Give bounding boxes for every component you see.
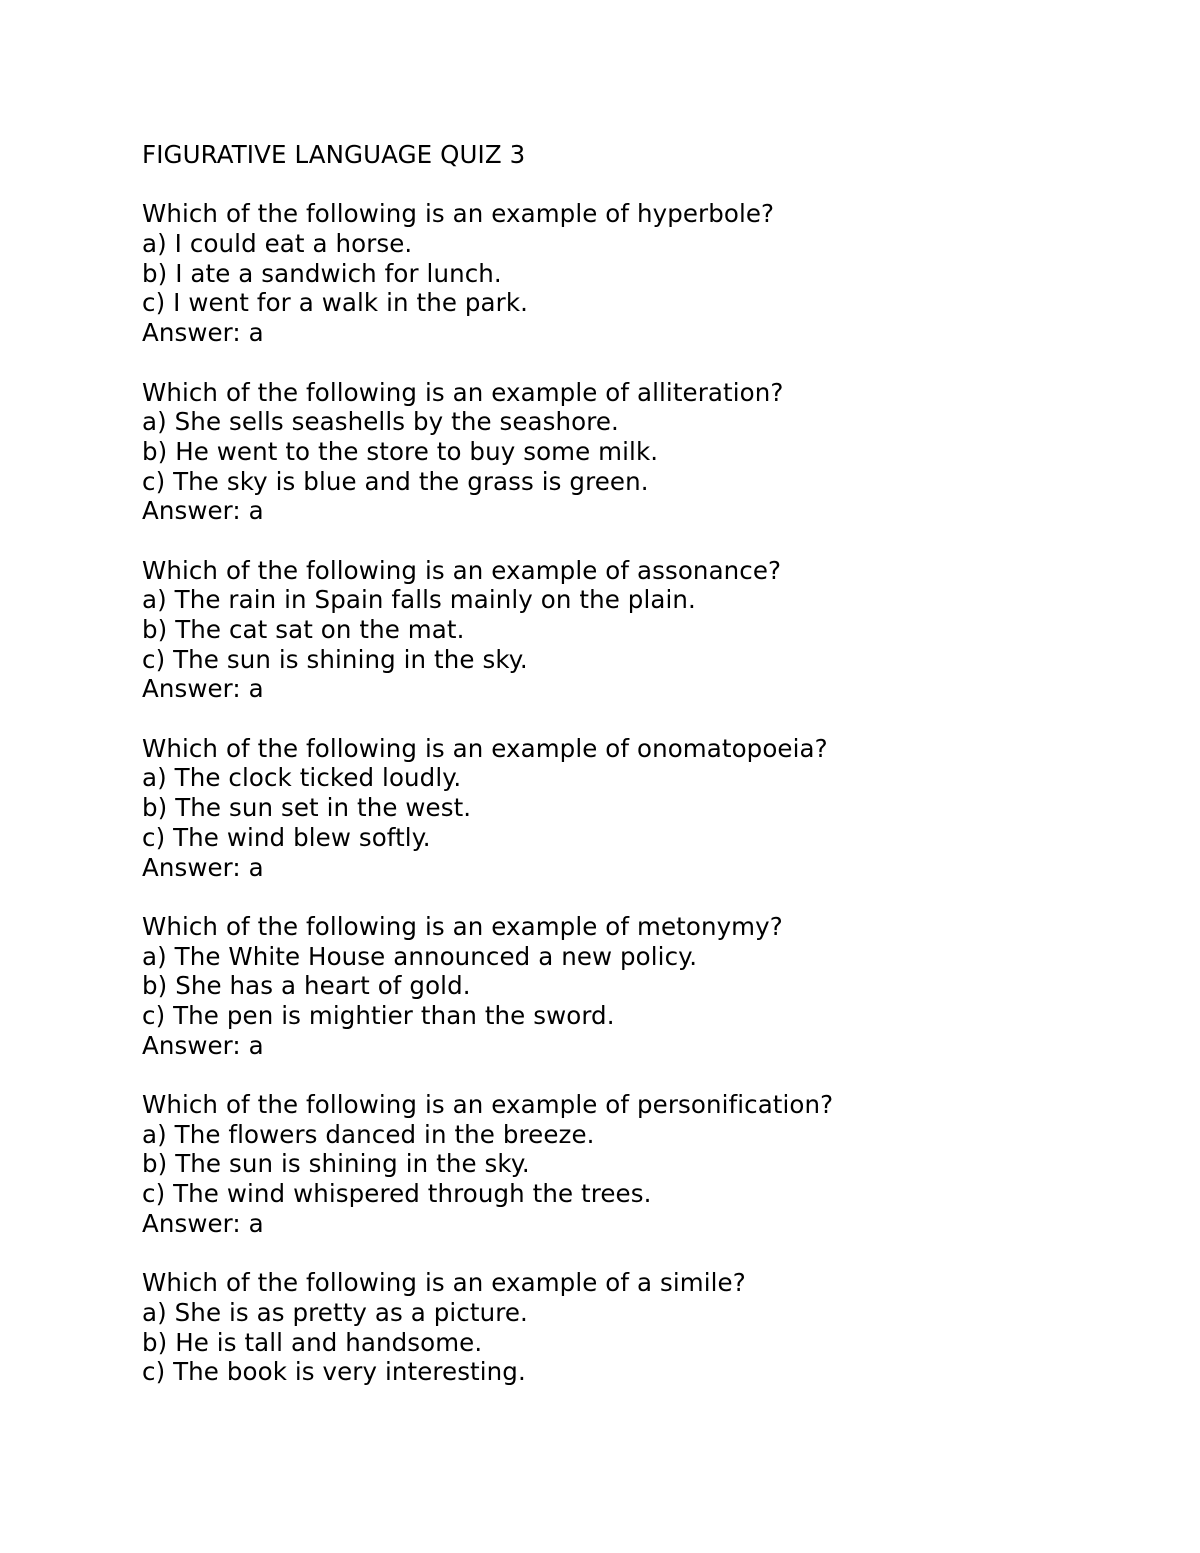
answer-option: b) He is tall and handsome. xyxy=(142,1327,483,1357)
answer-option: c) I went for a walk in the park. xyxy=(142,288,529,318)
answer-option: a) I could eat a horse. xyxy=(142,229,413,259)
question-prompt: Which of the following is an example of a simile? xyxy=(142,1268,746,1298)
question-block xyxy=(142,734,1122,882)
answer-option: a) The rain in Spain falls mainly on the plain. xyxy=(142,585,696,615)
answer-option: b) The sun is shining in the sky. xyxy=(142,1149,530,1179)
answer-option: c) The wind blew softly. xyxy=(142,822,431,852)
question-block xyxy=(142,199,1122,347)
quiz-title: FIGURATIVE LANGUAGE QUIZ 3 xyxy=(142,140,526,169)
answer-key: Answer: a xyxy=(142,674,264,704)
answer-option: c) The wind whispered through the trees. xyxy=(142,1179,652,1209)
answer-option: c) The pen is mightier than the sword. xyxy=(142,1000,615,1030)
question-prompt: Which of the following is an example of assonance? xyxy=(142,555,782,585)
question-block xyxy=(142,378,1122,526)
question-block xyxy=(142,1268,1122,1387)
answer-key: Answer: a xyxy=(142,852,264,882)
question-prompt: Which of the following is an example of alliteration? xyxy=(142,377,784,407)
document-content xyxy=(142,140,1122,1417)
question-prompt: Which of the following is an example of onomatopoeia? xyxy=(142,733,828,763)
answer-key: Answer: a xyxy=(142,318,264,348)
answer-option: b) He went to the store to buy some milk. xyxy=(142,436,659,466)
answer-option: b) The sun set in the west. xyxy=(142,793,472,823)
answer-key: Answer: a xyxy=(142,1208,264,1238)
answer-option: b) The cat sat on the mat. xyxy=(142,615,465,644)
question-block xyxy=(142,556,1122,704)
answer-option: a) She sells seashells by the seashore. xyxy=(142,407,619,437)
question-prompt: Which of the following is an example of metonymy? xyxy=(142,911,783,941)
answer-option: b) I ate a sandwich for lunch. xyxy=(142,258,502,288)
answer-option: a) The flowers danced in the breeze. xyxy=(142,1119,595,1149)
answer-option: b) She has a heart of gold. xyxy=(142,971,471,1001)
answer-option: a) The clock ticked loudly. xyxy=(142,763,462,793)
answer-key: Answer: a xyxy=(142,1030,264,1060)
answer-option: a) She is as pretty as a picture. xyxy=(142,1297,528,1327)
answer-option: c) The sun is shining in the sky. xyxy=(142,644,528,674)
answer-option: c) The book is very interesting. xyxy=(142,1357,526,1387)
answer-option: c) The sky is blue and the grass is green. xyxy=(142,466,649,496)
question-prompt: Which of the following is an example of hyperbole? xyxy=(142,199,775,229)
question-block xyxy=(142,1090,1122,1238)
question-prompt: Which of the following is an example of personification? xyxy=(142,1090,834,1119)
answer-key: Answer: a xyxy=(142,496,264,526)
answer-option: a) The White House announced a new policy. xyxy=(142,941,698,971)
question-block xyxy=(142,912,1122,1060)
